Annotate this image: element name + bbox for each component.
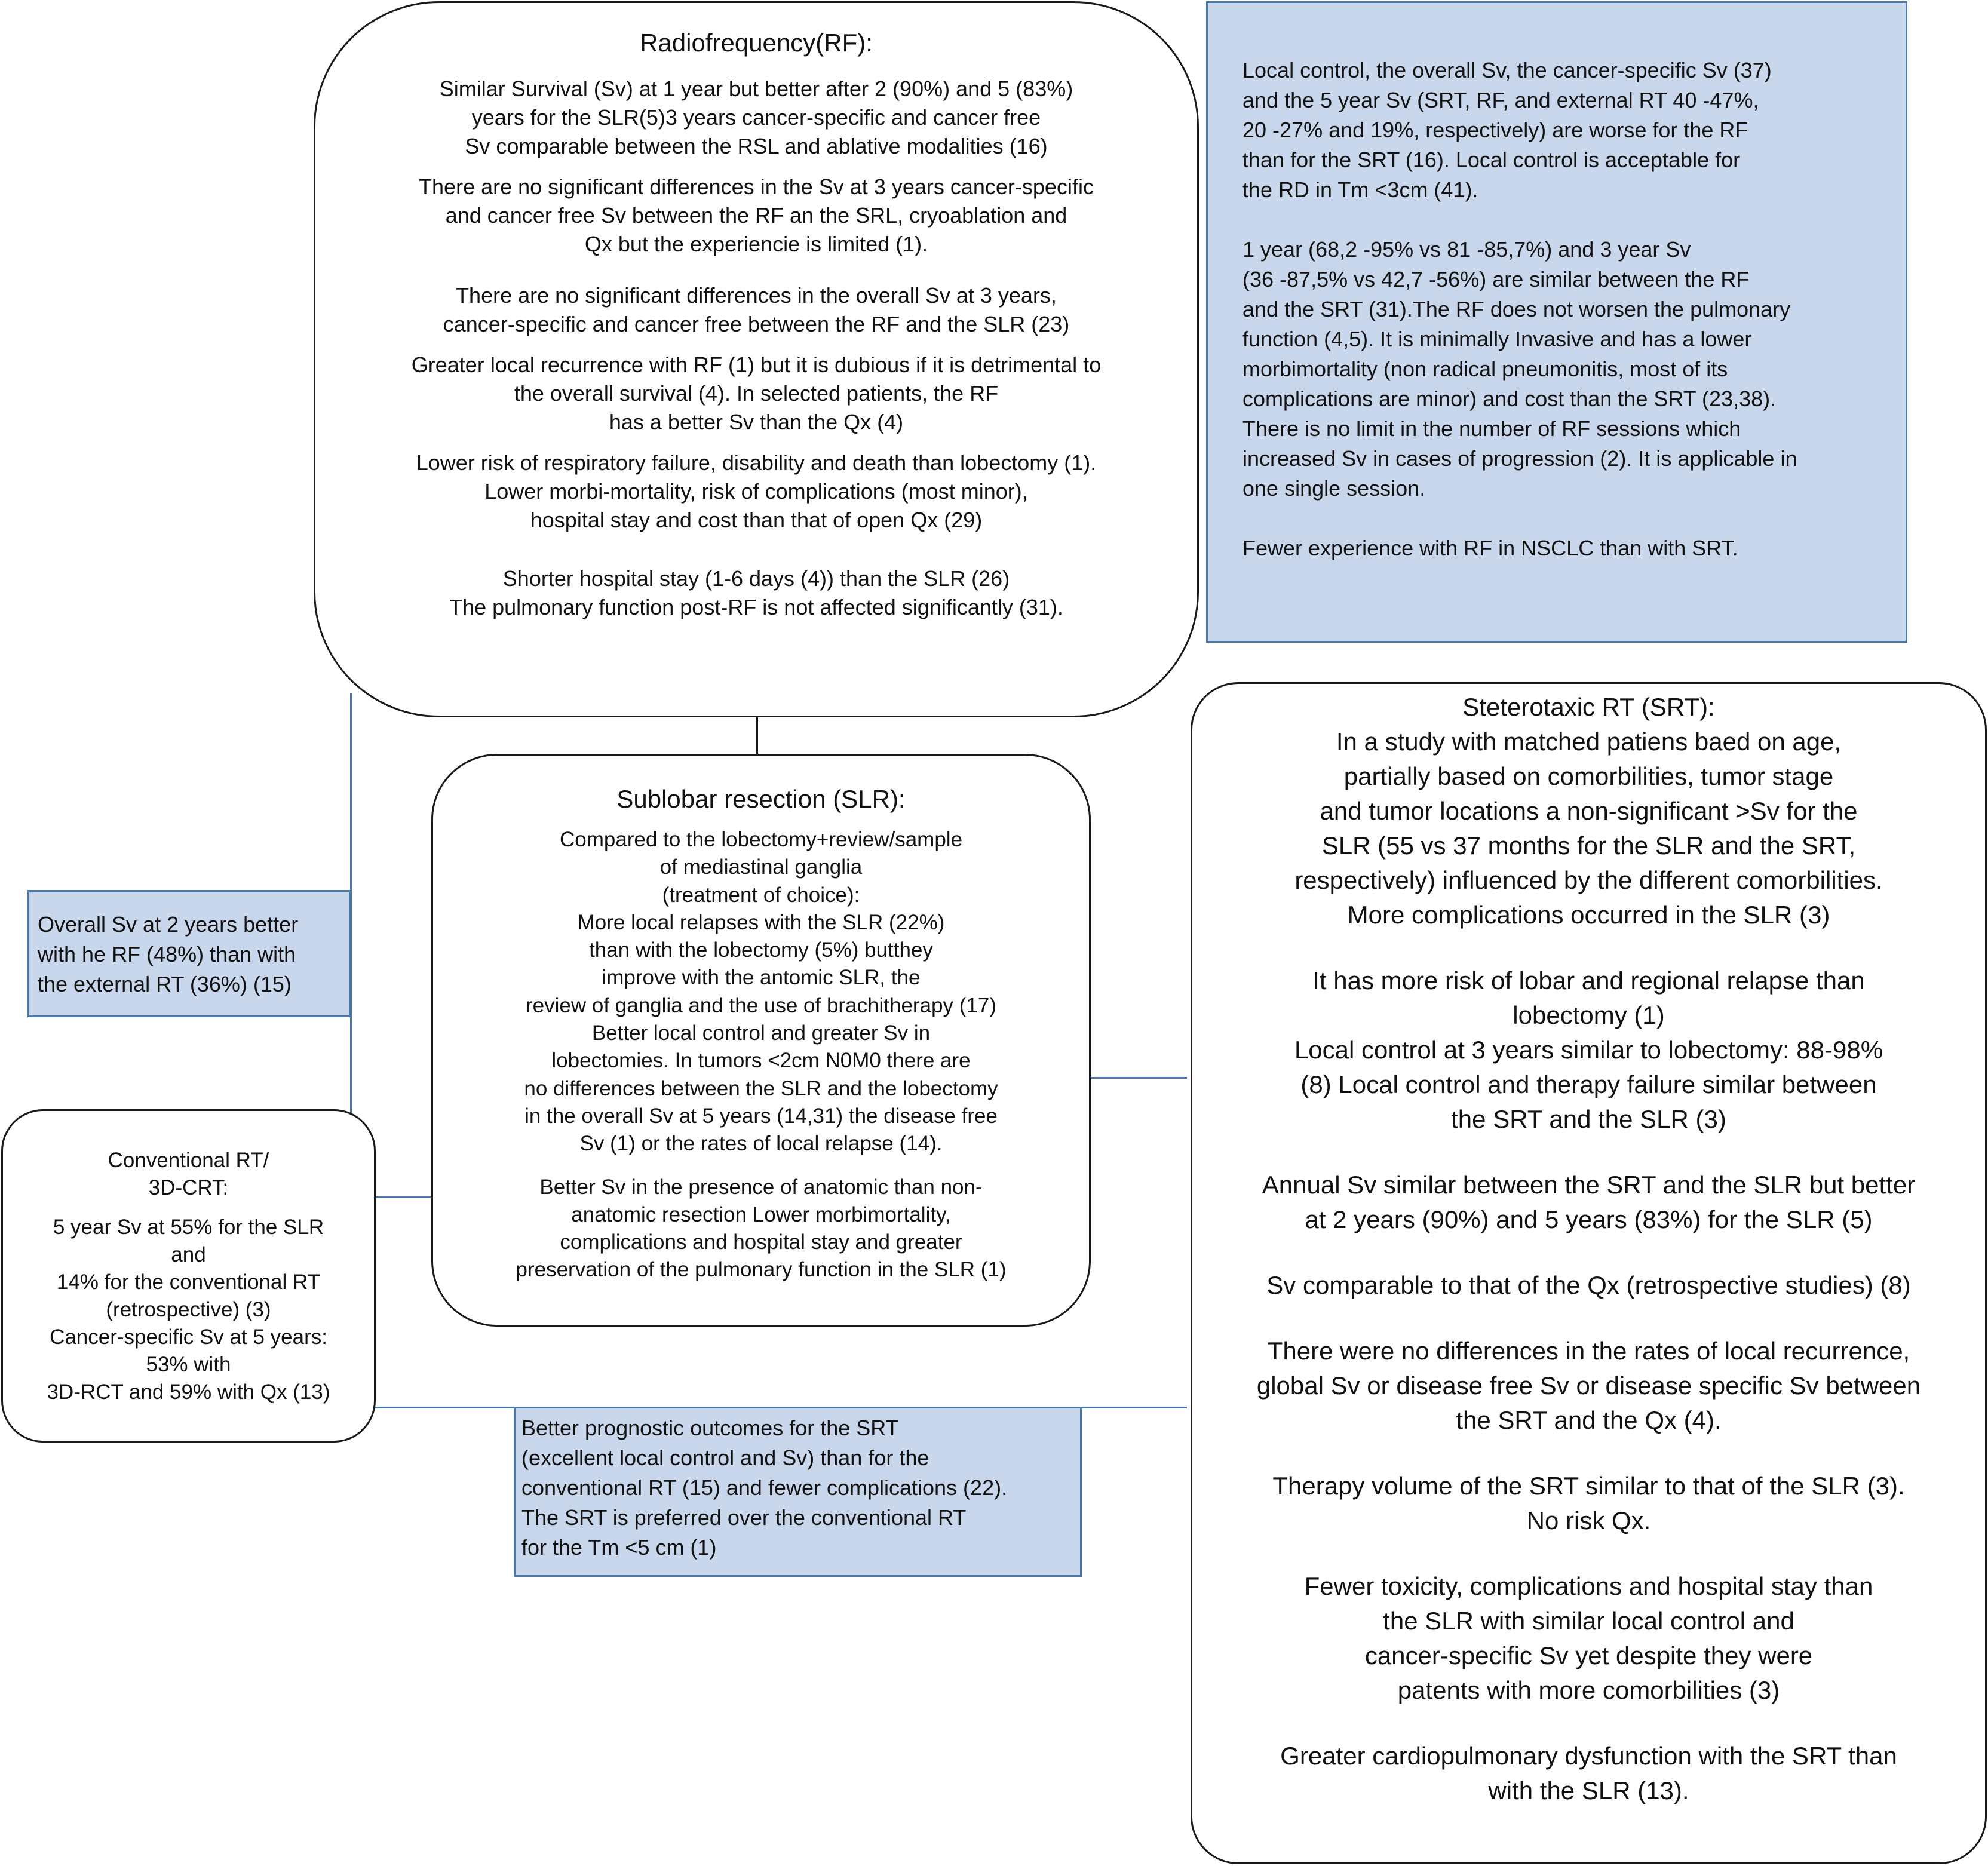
srt-paragraph: In a study with matched patiens baed on age, partially based on comorbilities, tumor stage and tumor locations a non-significant >Sv for the SLR (55 vs 37 months for the SLR and the SRT, respectively) influenced by the different comorbilities. More complications occurred in the SLR (3) — [1294, 728, 1883, 929]
rf-vs-srt-paragraph: 1 year (68,2 -95% vs 81 -85,7%) and 3 year Sv (36 -87,5% vs 42,7 -56%) are similar between the RF and the SRT (31).The RF does not worsen the pulmonary function (4,5). It is minimally Invasive and has a lower morbimortality (non radical pneumonitis, most of its complications are minor) and cost than the SRT (23,38). There is no limit in the number of RF sessions which increased Sv in cases of progression (2). It is applicable in one single session. — [1242, 237, 1797, 501]
rf-paragraph: There are no significant differences in the Sv at 3 years cancer-specific and cancer free Sv between the RF an the SRL, cryoablation and Qx but the experiencie is limited (1). — [419, 174, 1094, 256]
rf-vs-srt-paragraph: Fewer experience with RF in NSCLC than with SRT. — [1242, 536, 1738, 560]
rf-vs-external-rt-text: Overall Sv at 2 years better with he RF (48%) than with the external RT (36%) (15) — [38, 912, 299, 996]
conventional-rt-text: 5 year Sv at 55% for the SLR and 14% for the conventional RT (retrospective) (3) Cancer-specific Sv at 5 years: 53% with 3D-RCT and 59% with Qx (13) — [47, 1216, 330, 1404]
rf-vs-srt-box — [1206, 1, 1907, 643]
rf-vs-external-rt-box — [27, 890, 351, 1017]
slr-box — [431, 754, 1091, 1327]
srt-vs-conventional-rt-box — [514, 1407, 1082, 1577]
rf-box — [314, 1, 1199, 717]
srt-title: Steterotaxic RT (SRT): — [1462, 693, 1715, 721]
srt-paragraph: It has more risk of lobar and regional relapse than lobectomy (1) Local control at 3 years similar to lobectomy: 88-98% (8) Local control and therapy failure similar between the SRT and the SLR (3) — [1294, 966, 1883, 1133]
connector-conventional-to-slr — [375, 1196, 432, 1198]
connector-slr-to-srt — [1090, 1077, 1187, 1079]
slr-title: Sublobar resection (SLR): — [616, 785, 906, 813]
conventional-rt-title: Conventional RT/ 3D-CRT: — [108, 1149, 269, 1199]
srt-paragraph: Therapy volume of the SRT similar to that of the SLR (3). No risk Qx. — [1272, 1472, 1905, 1534]
rf-paragraph: Similar Survival (Sv) at 1 year but better after 2 (90%) and 5 (83%) years for the SLR(5)3 years cancer-specific and cancer free Sv comparable between the RSL and ablative modalities (16) — [439, 76, 1073, 158]
slr-paragraph: Compared to the lobectomy+review/sample of mediastinal ganglia (treatment of choice): More local relapses with the SLR (22%) than with the lobectomy (5%) butthey improve with the antomic SLR, the review of ganglia and the use of brachitherapy (17) Better local control and greater Sv in lobectomies. In tumors <2cm N0M0 there are no differences between the SLR and the lobectomy in the overall Sv at 5 years (14,31) the disease free Sv (1) or the rates of local relapse (14). — [524, 828, 998, 1156]
srt-box — [1191, 682, 1987, 1864]
rf-title: Radiofrequency(RF): — [640, 29, 873, 57]
slr-paragraph: Better Sv in the presence of anatomic than non- anatomic resection Lower morbimortality, complications and hospital stay and greater preservation of the pulmonary function in the SLR (1) — [516, 1175, 1007, 1282]
rf-paragraph: Lower risk of respiratory failure, disability and death than lobectomy (1). Lower morbi-mortality, risk of complications (most minor), hospital stay and cost than that of open Qx (29) — [416, 450, 1097, 532]
srt-paragraph: Greater cardiopulmonary dysfunction with the SRT than with the SLR (13). — [1280, 1742, 1897, 1804]
rf-paragraph: There are no significant differences in the overall Sv at 3 years, cancer-specific and cancer free between the RF and the SLR (23) — [443, 283, 1070, 336]
srt-vs-conventional-rt-text: Better prognostic outcomes for the SRT (excellent local control and Sv) than for the conventional RT (15) and fewer complications (22). The SRT is preferred over the conventional RT for the Tm <5 cm (1) — [521, 1416, 1008, 1560]
conventional-rt-box — [1, 1109, 376, 1443]
srt-paragraph: There were no differences in the rates of local recurrence, global Sv or disease free Sv or disease specific Sv between the SRT and the Qx (4). — [1256, 1337, 1921, 1434]
rf-paragraph: Shorter hospital stay (1-6 days (4)) than the SLR (26) The pulmonary function post-RF is not affected significantly (31). — [449, 566, 1063, 619]
srt-paragraph: Annual Sv similar between the SRT and the SLR but better at 2 years (90%) and 5 years (83%) for the SLR (5) — [1262, 1171, 1916, 1233]
rf-paragraph: Greater local recurrence with RF (1) but it is dubious if it is detrimental to the overall survival (4). In selected patients, the RF has a better Sv than the Qx (4) — [411, 352, 1102, 434]
srt-paragraph: Sv comparable to that of the Qx (retrospective studies) (8) — [1266, 1271, 1911, 1299]
connector-rf-to-slr — [756, 716, 758, 755]
srt-paragraph: Fewer toxicity, complications and hospital stay than the SLR with similar local control and cancer-specific Sv yet despite they were patents with more comorbilities (3) — [1304, 1572, 1873, 1704]
rf-vs-srt-paragraph: Local control, the overall Sv, the cancer-specific Sv (37) and the 5 year Sv (SRT, RF, and external RT 40 -47%, 20 -27% and 19%, respectively) are worse for the RF than for the SRT (16). Local control is acceptable for the RD in Tm <3cm (41). — [1242, 58, 1772, 202]
